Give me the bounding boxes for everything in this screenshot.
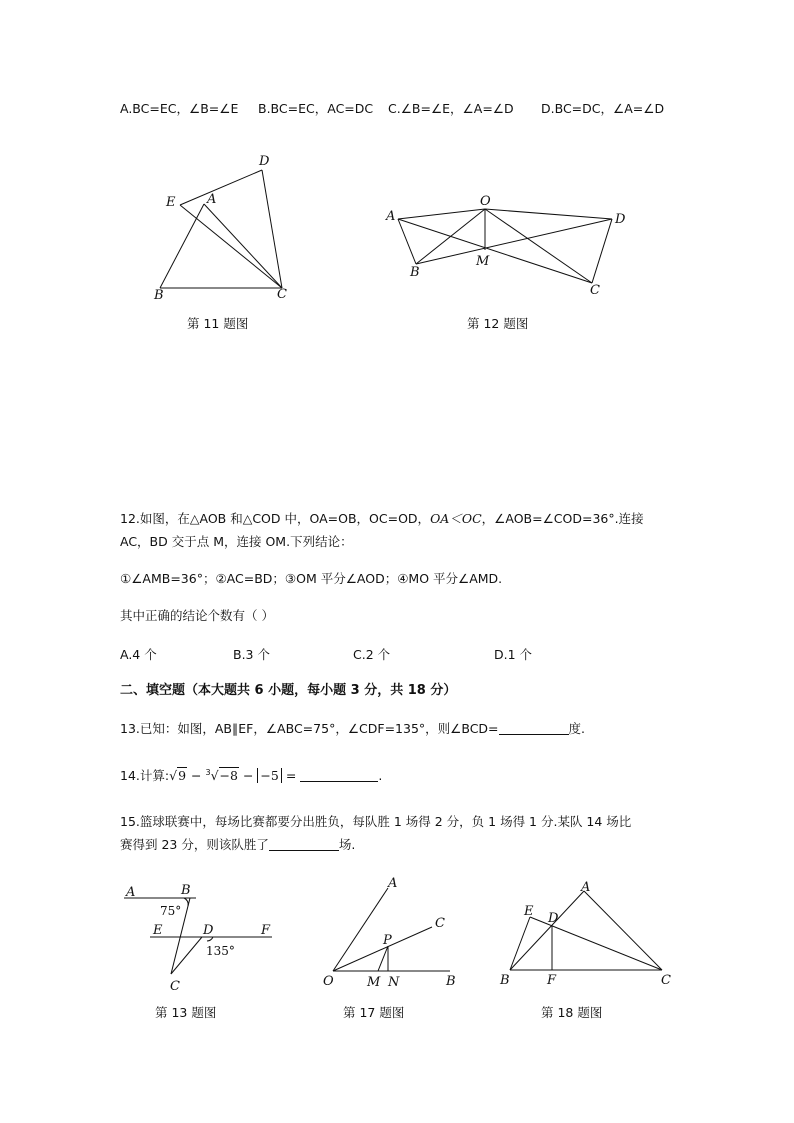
q12-line-1-text-b: ，∠AOB=∠COD=36°.连接 — [481, 511, 644, 526]
fig18-segment-ac — [584, 891, 662, 970]
q12-option-a: A.4 个 — [120, 647, 157, 662]
fig17-label-m: M — [367, 975, 381, 990]
fig17-caption: 第 17 题图 — [343, 1005, 405, 1020]
fig11-caption: 第 11 题图 — [187, 316, 249, 331]
q11-option-a: A.BC=EC，∠B=∠E — [120, 101, 239, 116]
q15-line-2-text-b: 场. — [338, 837, 356, 852]
q11-option-b: B.BC=EC，AC=DC — [258, 101, 374, 116]
fig17-label-a: A — [388, 876, 398, 891]
fig13-label-f: F — [261, 923, 271, 938]
q14-radicand-1: 9 — [178, 768, 187, 784]
q14-minus-2: − — [242, 768, 254, 784]
fig12-label-a: A — [386, 209, 396, 224]
cube-root-sign-icon: √ — [210, 768, 219, 784]
q14-absolute-value: −5 — [257, 768, 281, 783]
fig18-caption: 第 18 题图 — [541, 1005, 603, 1020]
fig13-label-e: E — [153, 923, 163, 938]
q14-cube-index: 3 — [205, 768, 211, 777]
fig11-label-a: A — [207, 192, 217, 207]
fig13-angle-135: 135° — [206, 944, 235, 958]
q12-line-4: 其中正确的结论个数有（ ） — [120, 608, 274, 623]
fig18-label-f: F — [547, 973, 557, 988]
section-2-title: 二、填空题（本大题共 6 小题，每小题 3 分，共 18 分） — [120, 683, 457, 698]
q15-line-1: 15.篮球联赛中，每场比赛都要分出胜负，每队胜 1 场得 2 分，负 1 场得 1 分.某队 14 场比 — [120, 814, 632, 829]
fig13-label-d: D — [203, 923, 214, 938]
q12-option-d: D.1 个 — [494, 647, 533, 662]
fig17-label-n: N — [388, 975, 400, 990]
fig12-label-b: B — [410, 265, 420, 280]
q13-suffix: 度. — [568, 721, 586, 736]
q13-text: 13.已知：如图，AB∥EF，∠ABC=75°，∠CDF=135°，则∠BCD= — [120, 721, 499, 736]
fig18-label-c: C — [661, 973, 671, 988]
q15-line-2-text-a: 赛得到 23 分，则该队胜了 — [120, 837, 269, 852]
fig12-caption: 第 12 题图 — [467, 316, 529, 331]
q12-line-3: ①∠AMB=36°；②AC=BD；③OM 平分∠AOD；④MO 平分∠AMD. — [120, 571, 503, 586]
q14-equals: = — [285, 768, 297, 784]
fig18-segment-ba — [510, 891, 584, 970]
fig18-label-e: E — [524, 904, 534, 919]
fig18-label-a: A — [581, 880, 591, 895]
fig13-label-b: B — [181, 883, 191, 898]
fig17-label-o: O — [323, 974, 334, 989]
fig11-label-d: D — [259, 154, 270, 169]
sqrt-sign-icon: √ — [169, 768, 178, 784]
fig13-angle-75: 75° — [160, 904, 182, 918]
fig13-label-a: A — [126, 885, 136, 900]
fig18-label-d: D — [548, 911, 559, 926]
q12-option-b: B.3 个 — [233, 647, 270, 662]
q14-radicand-2: −8 — [219, 768, 238, 784]
fig13-label-c: C — [170, 979, 180, 994]
fig12-label-c: C — [590, 283, 600, 298]
fig18-label-b: B — [500, 973, 510, 988]
fig17-label-p: P — [383, 933, 392, 948]
fig11-label-c: C — [277, 287, 287, 302]
fig13-caption: 第 13 题图 — [155, 1005, 217, 1020]
q12-option-c: C.2 个 — [353, 647, 391, 662]
fig12-label-m: M — [476, 254, 490, 269]
q11-option-c: C.∠B=∠E，∠A=∠D — [388, 101, 514, 116]
fig18-segment-be — [510, 917, 530, 970]
fig17-label-c: C — [435, 916, 445, 931]
q12-inequality: OA＜OC — [430, 511, 482, 526]
fig11-label-b: B — [154, 288, 164, 303]
fig12-label-o: O — [480, 194, 491, 209]
q12-line-2: AC，BD 交于点 M，连接 OM.下列结论： — [120, 534, 353, 549]
q11-option-d: D.BC=DC，∠A=∠D — [541, 101, 665, 116]
fig17-label-b: B — [446, 974, 456, 989]
q14-end: . — [378, 768, 383, 784]
fig12-label-d: D — [615, 212, 626, 227]
q14-prefix: 14.计算: — [120, 768, 170, 784]
q12-line-1-text-a: 12.如图，在△AOB 和△COD 中，OA=OB，OC=OD， — [120, 511, 431, 526]
q14-minus-1: − — [191, 768, 202, 784]
fig11-label-e: E — [166, 195, 176, 210]
